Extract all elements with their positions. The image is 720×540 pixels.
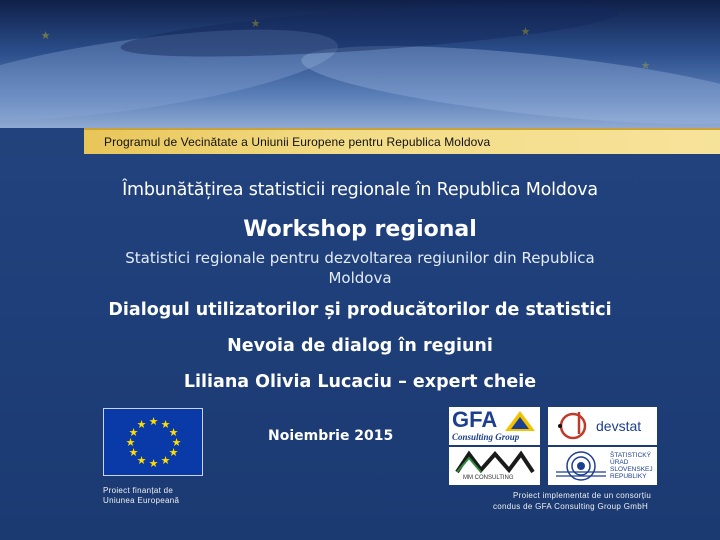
devstat-symbol-icon xyxy=(556,410,590,442)
dialog-subtitle: Nevoia de dialog în regiuni xyxy=(227,336,493,356)
devstat-logo xyxy=(548,407,657,445)
gfa-logo-subtext: Consulting Group xyxy=(452,432,520,442)
stat-sk-text-2: ÚRAD xyxy=(610,459,629,466)
eu-funded-line-1: Proiect finanțat de xyxy=(103,486,174,495)
eu-star-icon: ★ xyxy=(160,454,171,467)
eu-star-icon: ★ xyxy=(148,415,159,428)
stat-sk-emblem-icon xyxy=(554,450,608,482)
program-title: Programul de Vecinătate a Uniunii Europene pentru Republica Moldova xyxy=(104,135,491,149)
banner-star-icon: ★ xyxy=(40,29,51,42)
mm-logo-subtext: MM CONSULTING xyxy=(463,475,514,481)
eu-star-icon: ★ xyxy=(136,418,147,431)
stat-line-2: Moldova xyxy=(328,269,392,287)
eu-star-icon: ★ xyxy=(160,418,171,431)
stat-sk-text-1: ŠTATISTICKÝ xyxy=(610,452,651,459)
dialog-title: Dialogul utilizatorilor și producătorilor de statistici xyxy=(108,300,612,320)
eu-star-icon: ★ xyxy=(128,446,139,459)
eu-funded-line-2: Uniunea Europeană xyxy=(103,496,180,505)
eu-star-icon: ★ xyxy=(171,436,182,449)
devstat-logo-text: devstat xyxy=(596,418,642,434)
presenter-name: Liliana Olivia Lucaciu – expert cheie xyxy=(183,372,537,392)
stat-sk-text-3: SLOVENSKEJ xyxy=(610,466,653,473)
eu-star-icon: ★ xyxy=(168,426,179,439)
statistical-office-slovakia-logo xyxy=(548,447,657,485)
mm-wave-icon xyxy=(455,450,535,474)
gfa-logo xyxy=(449,407,540,445)
eu-flag-logo xyxy=(103,408,203,476)
presentation-date: Noiembrie 2015 xyxy=(268,428,394,444)
implemented-line-1: Proiect implementat de un consorțiu xyxy=(513,491,652,500)
eu-star-icon: ★ xyxy=(168,446,179,459)
banner-star-icon: ★ xyxy=(640,59,651,72)
eu-star-icon: ★ xyxy=(128,426,139,439)
workshop-title: Workshop regional xyxy=(243,217,477,242)
slide-subtitle: Îmbunătățirea statisticii regionale în Republica Moldova xyxy=(122,180,598,200)
gfa-triangle-icon xyxy=(504,410,536,432)
stat-sk-text-4: REPUBLIKY xyxy=(610,473,647,480)
mm-consulting-logo xyxy=(449,447,540,485)
eu-star-icon: ★ xyxy=(136,454,147,467)
banner-star-icon: ★ xyxy=(520,25,531,38)
implemented-line-2: condus de GFA Consulting Group GmbH xyxy=(493,502,649,511)
program-bar xyxy=(84,128,720,154)
banner-star-icon: ★ xyxy=(250,17,261,30)
eu-star-icon: ★ xyxy=(125,436,136,449)
eu-star-icon: ★ xyxy=(148,457,159,470)
stat-line-1: Statistici regionale pentru dezvoltarea regiunilor din Republica xyxy=(125,249,595,267)
gfa-logo-text: GFA xyxy=(452,407,498,432)
eu-flag-banner xyxy=(0,0,720,128)
